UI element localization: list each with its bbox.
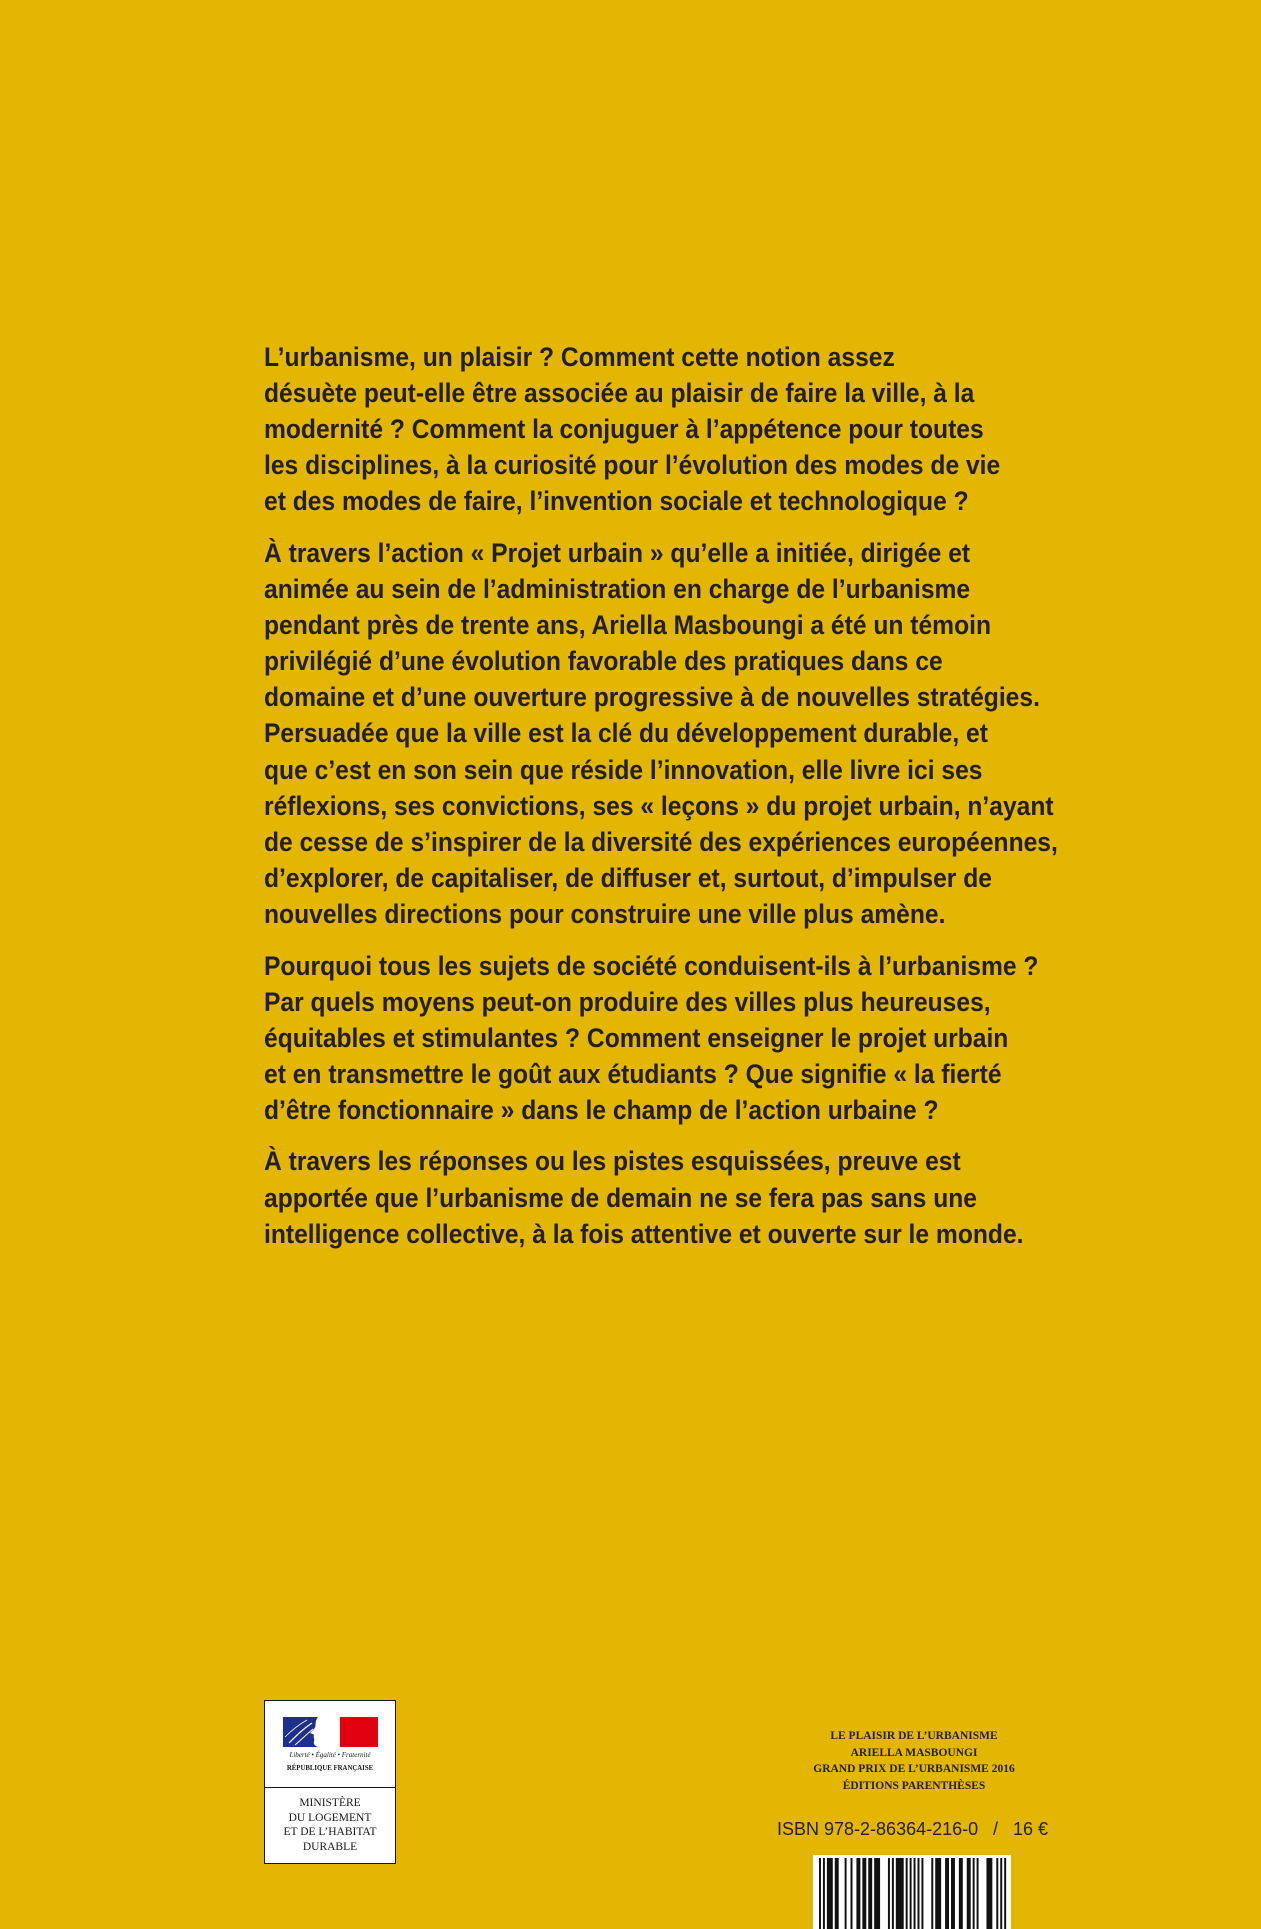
barcode-bar: [906, 1858, 908, 1929]
blurb-line: pendant près de trente ans, Ariella Masboungi a été un témoin: [264, 610, 992, 641]
barcode-bar: [1004, 1858, 1006, 1929]
blurb-line: réflexions, ses convictions, ses « leçons » du projet urbain, n’ayant: [264, 790, 1054, 821]
blurb-line: domaine et d’une ouverture progressive à de nouvelles stratégies.: [264, 682, 1040, 713]
barcode-bar: [892, 1858, 894, 1929]
book-publisher: ÉDITIONS PARENTHÈSES: [842, 1780, 986, 1793]
ministry-name: [265, 1796, 395, 1854]
blurb-paragraph-2: [264, 535, 1085, 932]
republic-name: RÉPUBLIQUE FRANÇAISE: [286, 1765, 374, 1772]
blurb-line: les disciplines, à la curiosité pour l’évolution des modes de vie: [264, 450, 1001, 481]
barcode-bar: [973, 1858, 975, 1929]
blurb-line: et en transmettre le goût aux étudiants ? Que signifie « la fierté: [264, 1058, 1002, 1089]
barcode-bar: [1000, 1858, 1002, 1929]
blurb-line: apportée que l’urbanisme de demain ne se fera pas sans une: [264, 1182, 977, 1213]
logo-divider: [265, 1787, 395, 1788]
blurb-line: modernité ? Comment la conjuguer à l’appétence pour toutes: [264, 414, 984, 445]
ministry-line: DURABLE: [302, 1840, 358, 1853]
barcode-bar: [996, 1858, 998, 1929]
blurb-paragraph-4: [264, 1143, 1085, 1251]
blurb-line: équitables et stimulantes ? Comment enseigner le projet urbain: [264, 1022, 1009, 1053]
book-credits: [794, 1728, 1034, 1795]
barcode-bar: [851, 1858, 853, 1929]
barcode-bar: [935, 1858, 941, 1929]
republic-motto: Liberté • Égalité • Fraternité: [289, 1751, 371, 1759]
back-cover-blurb: [264, 339, 1085, 1252]
blurb-line: Par quels moyens peut-on produire des villes plus heureuses,: [264, 986, 991, 1017]
blurb-line: désuète peut-elle être associée au plaisir de faire la ville, à la: [264, 378, 975, 409]
book-title: LE PLAISIR DE L’URBANISME: [830, 1730, 998, 1742]
ministry-line: DU LOGEMENT: [288, 1811, 372, 1824]
blurb-paragraph-1: [264, 339, 1085, 519]
blurb-line: nouvelles directions pour construire une ville plus amène.: [264, 898, 946, 929]
blurb-line: À travers l’action « Projet urbain » qu’elle a initiée, dirigée et: [264, 537, 971, 568]
blurb-line: privilégié d’une évolution favorable des pratiques dans ce: [264, 646, 943, 677]
barcode-bar: [921, 1858, 923, 1929]
ministry-line: ET DE L’HABITAT: [283, 1826, 377, 1839]
barcode-bar: [845, 1858, 847, 1929]
isbn-separator: /: [993, 1819, 999, 1839]
ministry-line: MINISTÈRE: [299, 1797, 361, 1809]
blurb-line: d’être fonctionnaire » dans le champ de l’action urbaine ?: [264, 1094, 939, 1125]
blurb-line: et des modes de faire, l’invention sociale et technologique ?: [264, 486, 969, 517]
ministry-logo-box: [264, 1700, 396, 1864]
barcode-bar: [951, 1858, 955, 1929]
book-price: 16 €: [1012, 1819, 1048, 1839]
barcode-bar: [910, 1858, 912, 1929]
barcode-bar: [819, 1858, 821, 1929]
blurb-line: Persuadée que la ville est la clé du développement durable, et: [264, 718, 988, 749]
barcode-bar: [977, 1858, 979, 1929]
barcode-background: [813, 1855, 1011, 1929]
barcode: [813, 1855, 1011, 1929]
barcode-bar: [931, 1858, 933, 1929]
blurb-paragraph-3: [264, 948, 1085, 1128]
book-author: ARIELLA MASBOUNGI: [850, 1746, 978, 1759]
barcode-bar: [945, 1858, 949, 1929]
barcode-bar: [967, 1858, 971, 1929]
blurb-line: L’urbanisme, un plaisir ? Comment cette notion assez: [264, 342, 895, 372]
barcode-bar: [986, 1858, 992, 1929]
isbn-number: ISBN 978-2-86364-216-0: [777, 1819, 979, 1839]
blurb-line: que c’est en son sein que réside l’innovation, elle livre ici ses: [264, 754, 983, 785]
blurb-line: Pourquoi tous les sujets de société conduisent-ils à l’urbanisme ?: [264, 950, 1039, 981]
barcode-bar: [868, 1858, 872, 1929]
barcode-bar: [914, 1858, 916, 1929]
barcode-bar: [896, 1858, 904, 1929]
flag-white-band: [323, 1717, 340, 1747]
barcode-bar: [827, 1858, 833, 1929]
flag-red-band: [340, 1717, 378, 1747]
marianne-flag-icon: [283, 1717, 378, 1747]
blurb-line: intelligence collective, à la fois attentive et ouverte sur le monde.: [264, 1218, 1024, 1249]
blurb-line: animée au sein de l’administration en charge de l’urbanisme: [264, 574, 971, 605]
isbn-price-line: [777, 1818, 1048, 1840]
blurb-line: d’explorer, de capitaliser, de diffuser et, surtout, d’impulser de: [264, 862, 992, 893]
blurb-line: de cesse de s’inspirer de la diversité des expériences européennes,: [264, 826, 1058, 857]
book-award: GRAND PRIX DE L’URBANISME 2016: [813, 1763, 1015, 1776]
barcode-bar: [823, 1858, 825, 1929]
barcode-bar: [888, 1858, 890, 1929]
barcode-bar: [862, 1858, 866, 1929]
barcode-bar: [959, 1858, 963, 1929]
barcode-bar: [874, 1858, 880, 1929]
barcode-bar: [918, 1858, 920, 1929]
barcode-bar: [856, 1858, 860, 1929]
barcode-bar: [835, 1858, 839, 1929]
blurb-line: À travers les réponses ou les pistes esquissées, preuve est: [264, 1146, 961, 1177]
